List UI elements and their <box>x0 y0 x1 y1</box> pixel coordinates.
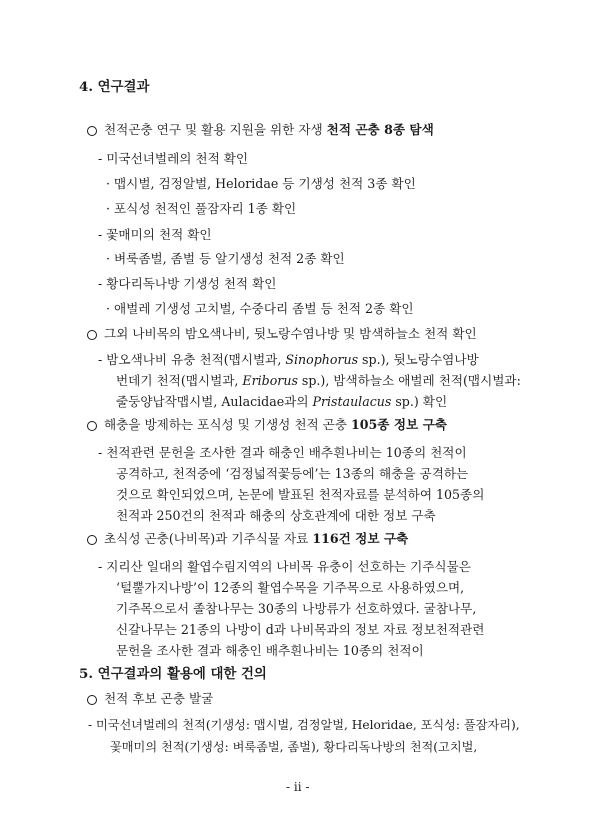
item-4-line-3: 기주목으로서 졸참나무는 30종의 나방류가 선호하였다. 굴참나무, <box>116 601 477 616</box>
item-3-line-3: 것으로 확인되었으며, 논문에 발표된 천적자료를 분석하여 105종의 <box>116 487 485 502</box>
page-number: - ii - <box>286 780 310 794</box>
hollow-circle-bullet-icon <box>87 695 97 705</box>
item-3-heading: 해충을 방제하는 포식성 및 기생성 천적 곤충 105종 정보 구축 <box>104 417 447 432</box>
section-5-title: 5. 연구결과의 활용에 대한 건의 <box>79 666 267 682</box>
section-5-line-1: - 미국선녀벌레의 천적(기생성: 맵시벌, 검정알벌, Heloridae, 포식성: 풀잠자리), <box>88 718 520 732</box>
item-4-heading: 초식성 곤충(나비목)과 기주식물 자료 116건 정보 구축 <box>104 531 409 546</box>
item-1-sub-2: · 맵시벌, 검정알벌, Heloridae 등 기생성 천적 3종 확인 <box>106 176 416 191</box>
hollow-circle-bullet-icon <box>87 126 97 136</box>
item-2-line-2: 번데기 천적(맵시벌과, Eriborus sp.), 밤색하늘소 애벌레 천적(맵시벌과: <box>116 373 521 388</box>
item-1-text: 천적곤충 연구 및 활용 지원을 위한 자생 <box>104 122 327 137</box>
item-4-line-1: - 지리산 일대의 활엽수림지역의 나비목 유충이 선호하는 기주식물은 <box>98 559 471 574</box>
section-5-item: 천적 후보 곤충 발굴 <box>104 691 214 706</box>
section-5-line-2: 꽃매미의 천적(기생성: 벼룩좀벌, 좀벌), 황다리독나방의 천적(고치벌, <box>110 740 478 754</box>
item-1-sub-6: - 황다리독나방 기생성 천적 확인 <box>98 276 277 291</box>
item-2-line-3: 줄둥양납작맵시벌, Aulacidae과의 Pristaulacus sp.) 확인 <box>116 394 448 409</box>
item-1-sub-7: · 애벌레 기생성 고치벌, 수중다리 좀벌 등 천적 2종 확인 <box>106 301 414 316</box>
item-1-sub-3: · 포식성 천적인 풀잠자리 1종 확인 <box>106 201 297 216</box>
item-3-line-2: 공격하고, 천적중에 ‘검정넓적꽃등에’는 13종의 해충을 공격하는 <box>116 466 469 481</box>
item-4-line-5: 문헌을 조사한 결과 해충인 배추흰나비는 10종의 천적이 <box>116 643 424 658</box>
item-2-line-1: - 밤오색나비 유충 천적(맵시벌과, Sinophorus sp.), 뒷노랑수염나방 <box>98 352 479 367</box>
item-2-heading: 그외 나비목의 밤오색나비, 뒷노랑수염나방 및 밤색하늘소 천적 확인 <box>104 326 477 341</box>
item-4-line-2: ‘털뿔가지나방’이 12종의 활엽수목을 기주목으로 사용하였으며, <box>116 580 465 595</box>
item-1-sub-5: · 벼룩좀벌, 좀벌 등 알기생성 천적 2종 확인 <box>106 251 345 266</box>
hollow-circle-bullet-icon <box>87 535 97 545</box>
item-4-line-4: 신갈나무는 21종의 나방이 d과 나비목과의 정보 자료 정보천적관련 <box>116 622 485 637</box>
item-3-line-1: - 천적관련 문헌을 조사한 결과 해충인 배추흰나비는 10종의 천적이 <box>98 445 467 460</box>
item-3-line-4: 천적과 250건의 천적과 해충의 상호관계에 대한 정보 구축 <box>116 508 436 523</box>
item-1-bold: 천적 곤충 8종 탐색 <box>326 122 434 137</box>
item-1-sub-1: - 미국선녀벌레의 천적 확인 <box>98 151 249 166</box>
item-1-heading <box>104 121 434 139</box>
section-4-title: 4. 연구결과 <box>79 79 150 95</box>
item-1-sub-4: - 꽃매미의 천적 확인 <box>98 227 212 242</box>
hollow-circle-bullet-icon <box>87 421 97 431</box>
hollow-circle-bullet-icon <box>87 330 97 340</box>
